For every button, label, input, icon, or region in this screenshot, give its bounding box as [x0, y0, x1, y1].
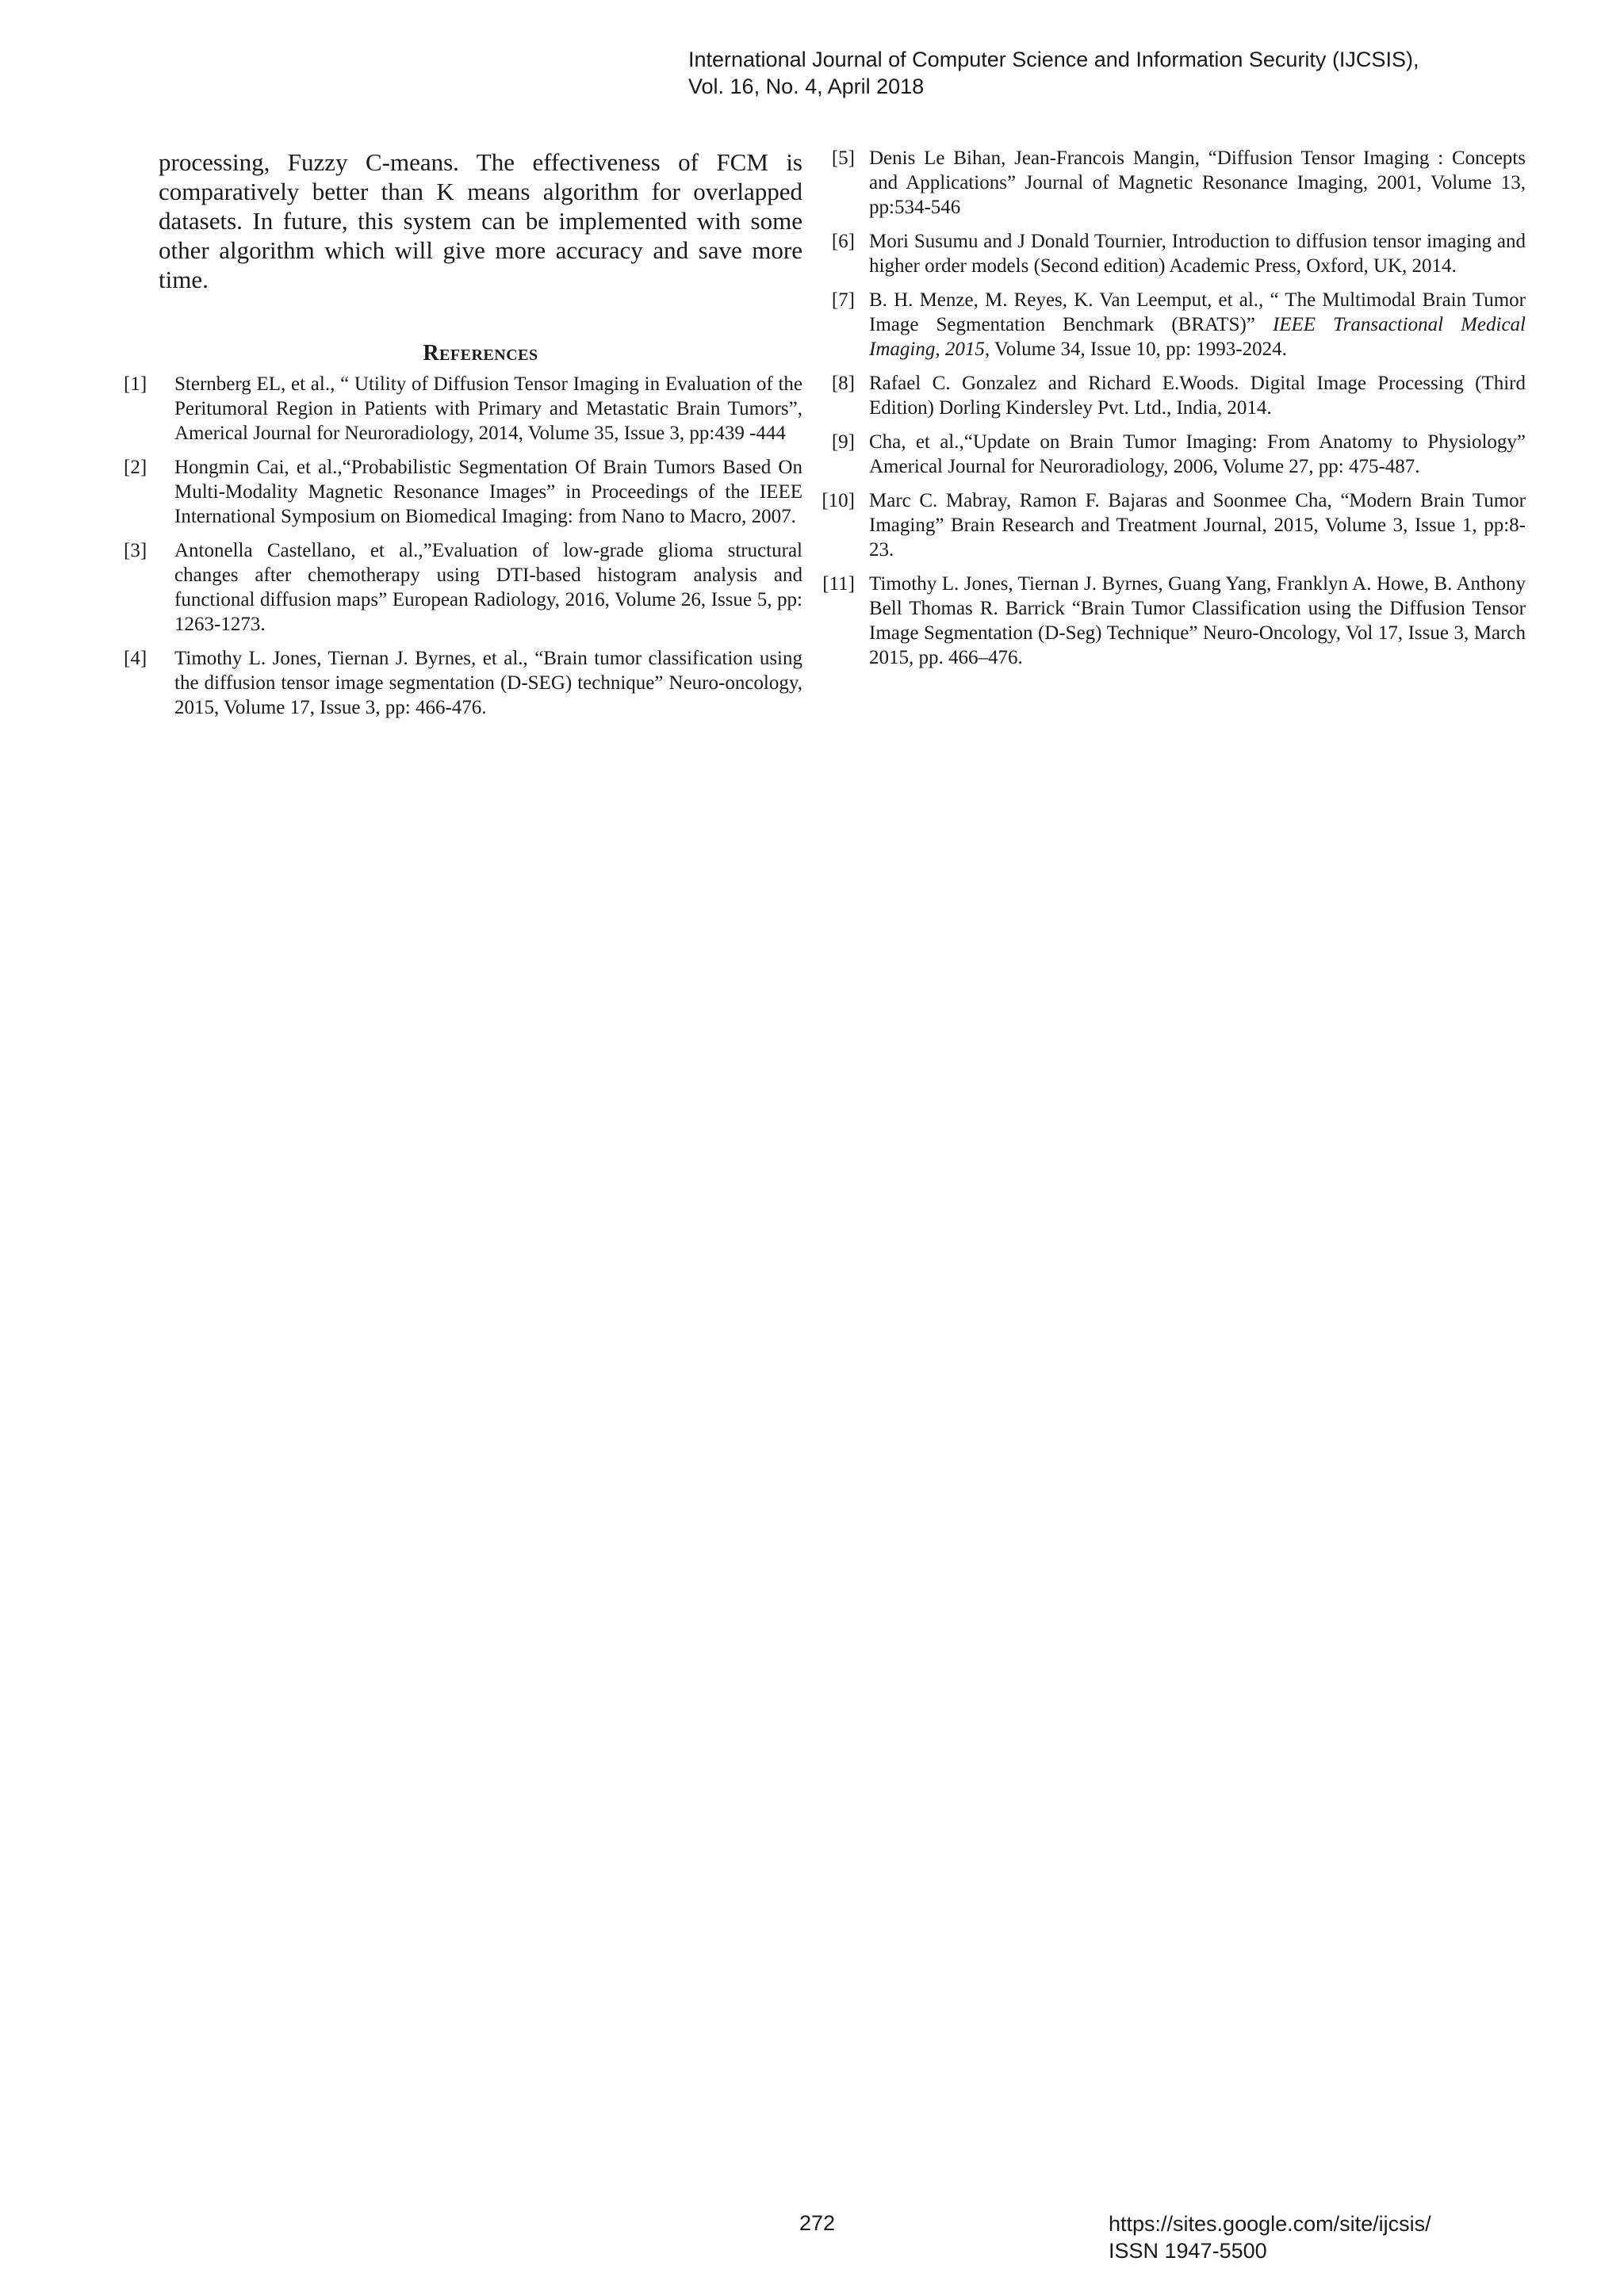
references-heading: References [423, 341, 538, 365]
reference-item [124, 646, 802, 720]
reference-number: [9] [831, 431, 855, 453]
reference-item [815, 146, 1526, 220]
reference-number: [7] [831, 289, 855, 311]
reference-number: [3] [124, 540, 147, 561]
reference-number: [2] [124, 457, 147, 478]
page-number: 272 [799, 2211, 836, 2235]
reference-text: Rafael C. Gonzalez and Richard E.Woods. Digital Image Processing (Third Edition) Dorling Kindersley Pvt. Ltd., India, 2014. [869, 373, 1526, 419]
reference-item [124, 372, 802, 446]
conclusion-paragraph: processing, Fuzzy C-means. The effectiveness of FCM is comparatively better than K means algorithm for overlapped datasets. In future, this system can be implemented with some other algorithm which will give more accuracy and save more time. [159, 148, 802, 293]
left-column [124, 147, 802, 729]
journal-volume-line: Vol. 16, No. 4, April 2018 [688, 75, 925, 98]
reference-list-left [124, 372, 802, 720]
footer-issn: ISSN 1947-5500 [1109, 2239, 1267, 2263]
reference-number: [5] [831, 147, 855, 169]
reference-text: Mori Susumu and J Donald Tournier, Introduction to diffusion tensor imaging and higher order models (Second edition) Academic Press, Oxford, UK, 2014. [869, 231, 1526, 277]
reference-item [815, 229, 1526, 278]
reference-item [124, 455, 802, 529]
reference-list-right [815, 146, 1526, 670]
right-column [822, 146, 1526, 679]
footer-info [1109, 2210, 1431, 2264]
reference-text: Denis Le Bihan, Jean-Francois Mangin, “Diffusion Tensor Imaging : Concepts and Applications” Journal of Magnetic Resonance Imaging, 2001, Volume 13, pp:534-546 [869, 147, 1526, 218]
reference-text: Hongmin Cai, et al.,“Probabilistic Segmentation Of Brain Tumors Based On Multi-Modality Magnetic Resonance Images” in Proceedings of the IEEE International Symposium on Biomedical Imaging: from Nano to Macro, 2007. [174, 457, 802, 527]
reference-text: Timothy L. Jones, Tiernan J. Byrnes, et al., “Brain tumor classification using the diffusion tensor image segmentation (D-SEG) technique” Neuro-oncology, 2015, Volume 17, Issue 3, pp: 466-476. [174, 648, 802, 718]
reference-text: Antonella Castellano, et al.,”Evaluation of low-grade glioma structural changes after chemotherapy using DTI-based histogram analysis and functional diffusion maps” European Radiology, 2016, Volume 26, Issue 5, pp: 1263-1273. [174, 540, 802, 635]
reference-text: Sternberg EL, et al., “ Utility of Diffusion Tensor Imaging in Evaluation of the Peritumoral Region in Patients with Primary and Metastatic Brain Tumors”, Americal Journal for Neuroradiology, 2014, Volume 35, Issue 3, pp:439 -444 [174, 373, 802, 444]
reference-text-part: B. H. Menze, M. Reyes, K. Van Leemput, et al., “ The Multimodal Brain Tumor Image Segmentation Benchmark (BRATS)” [869, 289, 1526, 335]
journal-title-line: International Journal of Computer Science and Information Security (IJCSIS), [688, 48, 1419, 71]
reference-item [815, 430, 1526, 479]
reference-number: [8] [831, 373, 855, 394]
reference-number: [4] [124, 648, 147, 669]
reference-item [124, 538, 802, 637]
footer-url-link[interactable]: https://sites.google.com/site/ijcsis/ [1109, 2212, 1431, 2236]
reference-number: [11] [822, 573, 855, 595]
reference-item [815, 488, 1526, 562]
reference-number: [10] [822, 490, 855, 511]
journal-header [688, 46, 1600, 100]
reference-number: [6] [831, 231, 855, 252]
reference-item [815, 572, 1526, 670]
reference-text [869, 288, 1526, 362]
reference-text: Marc C. Mabray, Ramon F. Bajaras and Soonmee Cha, “Modern Brain Tumor Imaging” Brain Research and Treatment Journal, 2015, Volume 3, Issue 1, pp:8- 23. [869, 490, 1526, 561]
reference-text-part: , Volume 34, Issue 10, pp: 1993-2024. [984, 339, 1287, 360]
reference-journal-italic: IEEE Transactional Medical Imaging, 2015 [869, 314, 1526, 360]
reference-item [815, 371, 1526, 420]
reference-item [815, 288, 1526, 362]
reference-number: [1] [124, 373, 147, 395]
reference-text: Cha, et al.,“Update on Brain Tumor Imaging: From Anatomy to Physiology” Americal Journal for Neuroradiology, 2006, Volume 27, pp: 475-487. [869, 431, 1526, 477]
reference-text: Timothy L. Jones, Tiernan J. Byrnes, Guang Yang, Franklyn A. Howe, B. Anthony Bell Thomas R. Barrick “Brain Tumor Classification using the Diffusion Tensor Image Segmentation (D-Seg) Technique” Neuro-Oncology, Vol 17, Issue 3, March 2015, pp. 466–476. [869, 573, 1526, 668]
